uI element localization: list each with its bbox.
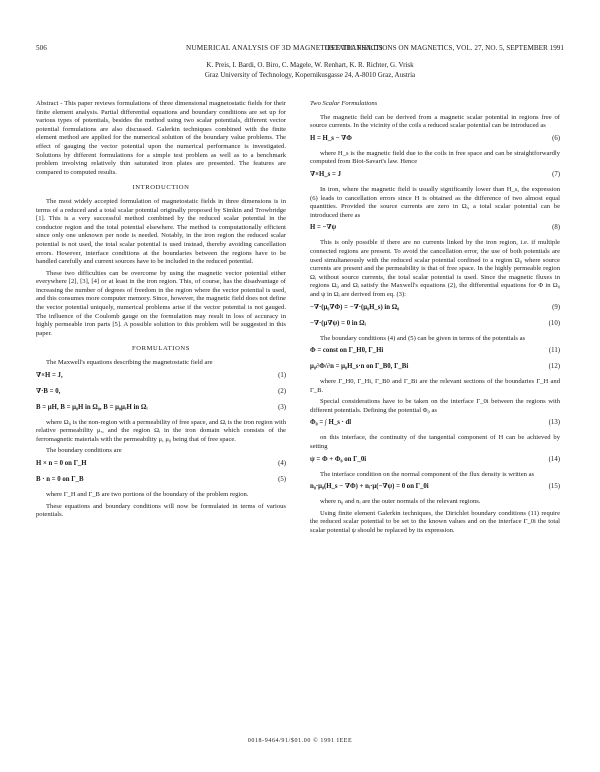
formulations-paragraph-3: The boundary conditions are	[46, 447, 122, 455]
equation-1-number: (1)	[278, 371, 286, 379]
right-paragraph-11: Using finite element Galerkin techniques, the Dirichlet boundary conditions (11) require the reduced scalar potential to be set to the known values and on the interface Γ_0i the total scalar potential ψ should be replaced by its expression.	[310, 509, 560, 535]
equation-5-body: B · n = 0 on Γ_B	[36, 476, 84, 483]
equation-5	[36, 475, 286, 487]
equation-7-number: (7)	[552, 170, 560, 178]
left-column	[36, 100, 286, 523]
equation-11-body: Φ = const on Γ_H0, Γ_Hi	[310, 347, 384, 355]
author-block	[160, 60, 460, 80]
intro-paragraph-1: The most widely accepted formulation of magnetostatic fields in three dimensions is in terms of a reduced and a total scalar potential originally proposed by Simkin and Trowbridge [1]. This is a very successful method combined by the reduced scalar potential in the conductor region and the total potential elsewhere. The method is computationally efficient since only one unknown per node is needed. Notably, in the iron region the reduced scalar potential is not used, the total scalar potential is used instead, thereby avoiding cancellation errors. However, interface conditions at the boundaries between the regions have to be handled carefully and current sources have to be included in the reduced potential.	[36, 197, 286, 266]
formulations-paragraph-5: These equations and boundary conditions will now be formulated in terms of various potentials.	[36, 502, 286, 519]
right-paragraph-9: The interface condition on the normal component of the flux density is written as	[320, 470, 535, 478]
equation-13	[310, 418, 560, 430]
formulations-paragraph-2: where Ω₀ is the non-region with a permeability of free space, and Ωᵢ is the iron region with relative permeability μᵣ, and the region Ωᵢ in the iron domain which consists of the ferromagnetic materials with the permeability μ, μ₀ being that of free space.	[36, 418, 286, 443]
copyright-footer: 0018-9464/91/$01.00 © 1991 IEEE	[247, 738, 353, 744]
formulations-paragraph-1: The Maxwell's equations describing the magnetostatic field are	[46, 359, 213, 367]
equation-15-number: (15)	[548, 483, 560, 491]
equation-7-body: ∇×H_s = J	[310, 170, 341, 178]
equation-2-body: ∇·B = 0,	[36, 387, 61, 395]
equation-4-body: H × n = 0 on Γ_H	[36, 460, 87, 467]
equation-13-number: (13)	[548, 419, 560, 427]
equation-1-body: ∇×H = J,	[36, 371, 63, 379]
equation-2-number: (2)	[278, 387, 286, 395]
equation-15-body: n₀·μ₀(H_s − ∇Φ) + nᵢ·μ(−∇ψ) = 0 on Γ_0i	[310, 483, 429, 491]
introduction-heading: INTRODUCTION	[132, 184, 190, 192]
equation-14-body: ψ = Φ + Φ₀ on Γ_0i	[310, 455, 367, 463]
equation-10-body: −∇·(μ∇ψ) = 0 in Ωᵢ	[310, 319, 366, 327]
equation-3-body: B = μH, B = μ₀H in Ω₀, B = μ₀μᵣH in Ωᵢ	[36, 403, 148, 411]
equation-2	[36, 387, 286, 399]
equation-8	[310, 223, 560, 235]
equation-6	[310, 134, 560, 146]
equation-7	[310, 170, 560, 182]
equation-13-body: Φ₀ = ∫ H_s · dl	[310, 419, 352, 427]
running-title: NUMERICAL ANALYSIS OF 3D MAGNETOSTATIC FIELDS	[186, 44, 383, 52]
formulations-heading: FORMULATIONS	[131, 345, 191, 353]
equation-11	[310, 346, 560, 358]
right-paragraph-5: The boundary conditions (4) and (5) can be given in terms of the potentials as	[320, 334, 526, 342]
equation-15	[310, 482, 560, 494]
right-paragraph-7: Special considerations have to be taken on the interface Γ_0i between the regions with different potentials. Defining the potential Φ₀ as	[310, 398, 560, 414]
equation-3-number: (3)	[278, 403, 286, 411]
equation-4-number: (4)	[278, 460, 286, 467]
equation-8-body: H = −∇ψ	[310, 224, 337, 232]
page-header	[36, 44, 564, 56]
right-paragraph-1: The magnetic field can be derived from a magnetic scalar potential in regions free of source currents. In the vicinity of the coils a reduced scalar potential can be introduced as	[310, 113, 560, 130]
equation-1	[36, 371, 286, 383]
author-names: K. Preis, I. Bardi, O. Biro, C. Magele, W. Renhart, K. R. Richter, G. Vrisk	[206, 61, 414, 69]
equation-10	[310, 319, 560, 331]
equation-12-number: (12)	[548, 363, 560, 371]
equation-4	[36, 459, 286, 471]
equation-6-number: (6)	[552, 134, 560, 142]
right-paragraph-2: where H_s is the magnetic field due to the coils in free space and can be straightforwardly computed from Biot-Savart's law. Hence	[310, 149, 560, 166]
equation-14	[310, 455, 560, 467]
equation-6-body: H = H_s − ∇Φ	[310, 134, 352, 142]
author-affiliation: Graz University of Technology, Kopernikusgasse 24, A-8010 Graz, Austria	[204, 71, 416, 79]
subsection-heading: Two Scalar Formulations	[310, 100, 378, 107]
right-paragraph-4: This is only possible if there are no currents linked by the iron region, i.e. if multiple connected regions are present. To avoid the cancellation error, the use of both potentials are used simultaneously with the reduced scalar potential confined to a region Ω₀ where source currents are present and the permeability is that of free space. In the highly permeable region Ωᵢ without source currents, the total scalar potential is used. Since the magnetic fluxes in regions Ω₀ and Ωᵢ satisfy the Maxwell's equations (2), the differential equations for Φ in Ω₀ and ψ in Ωᵢ are derived from eq. (3):	[310, 239, 560, 298]
equation-10-number: (10)	[548, 319, 560, 327]
equation-9-body: −∇·(μ₀∇Φ) = −∇·(μ₀H_s) in Ω₀	[310, 303, 400, 311]
formulations-paragraph-4: where Γ_H and Γ_B are two portions of the boundary of the problem region.	[46, 491, 249, 498]
equation-3	[36, 403, 286, 415]
equation-8-number: (8)	[552, 224, 560, 232]
equation-9-number: (9)	[552, 303, 560, 311]
equation-12-body: μ₀∂Φ/∂n = μ₀H_s·n on Γ_B0, Γ_Bi	[310, 363, 409, 371]
right-paragraph-3: In iron, where the magnetic field is usually significantly lower than H_s, the expression (6) leads to cancellation errors since H is obtained as the difference of two almost equal quantities. Provided the source currents are zero in Ωᵢ, a total scalar potential can be introduced there as	[310, 185, 560, 219]
intro-paragraph-2: These two difficulties can be overcome by using the magnetic vector potential either everywhere [2], [3], [4] or at least in the iron region. This, of course, has the disadvantage of increasing the number of degrees of freedom in the region where the vector potential is used, and this consumes more computer memory. Since, however, the magnetic field does not define the vector potential uniquely, numerical problems arise if the vector potential is not gauged. The influence of the Coulomb gauge on the formulation may result in loss of accuracy in highly permeable iron parts [5]. A possible solution to this problem will be suggested in this paper.	[36, 269, 286, 337]
equation-9	[310, 303, 560, 315]
equation-14-number: (14)	[548, 455, 560, 463]
equation-12	[310, 362, 560, 374]
equation-11-number: (11)	[548, 347, 560, 355]
right-column	[310, 100, 560, 539]
page-number: 506	[36, 44, 47, 52]
journal-info: IEEE TRANSACTIONS ON MAGNETICS, VOL. 27, NO. 5, SEPTEMBER 1991	[324, 44, 564, 52]
equation-5-number: (5)	[278, 476, 286, 483]
right-paragraph-6: where Γ_H0, Γ_Hi, Γ_B0 and Γ_Bi are the relevant sections of the boundaries Γ_H and Γ_B.	[310, 378, 560, 394]
right-paragraph-8: on this interface, the continuity of the tangential component of H can be achieved by setting	[310, 434, 560, 451]
abstract: Abstract - This paper reviews formulations of three dimensional magnetostatic fields for their finite element analysis. Partial differential equations and boundary conditions are set up for various types of potentials, besides the method using two scalar potentials, different vector potential formulations are also discussed. Galerkin techniques combined with the finite element method are applied for the numerical solution of the boundary value problems. The effect of gauging the vector potential upon the numerical performance is investigated. Solutions by different formulations for a simple test problem as well as to a benchmark problem involving relatively thin saturated iron plates are presented. The features are compared to computed results.	[36, 100, 286, 176]
right-paragraph-10: where n₀ and nᵢ are the outer normals of the relevant regions.	[320, 498, 481, 506]
